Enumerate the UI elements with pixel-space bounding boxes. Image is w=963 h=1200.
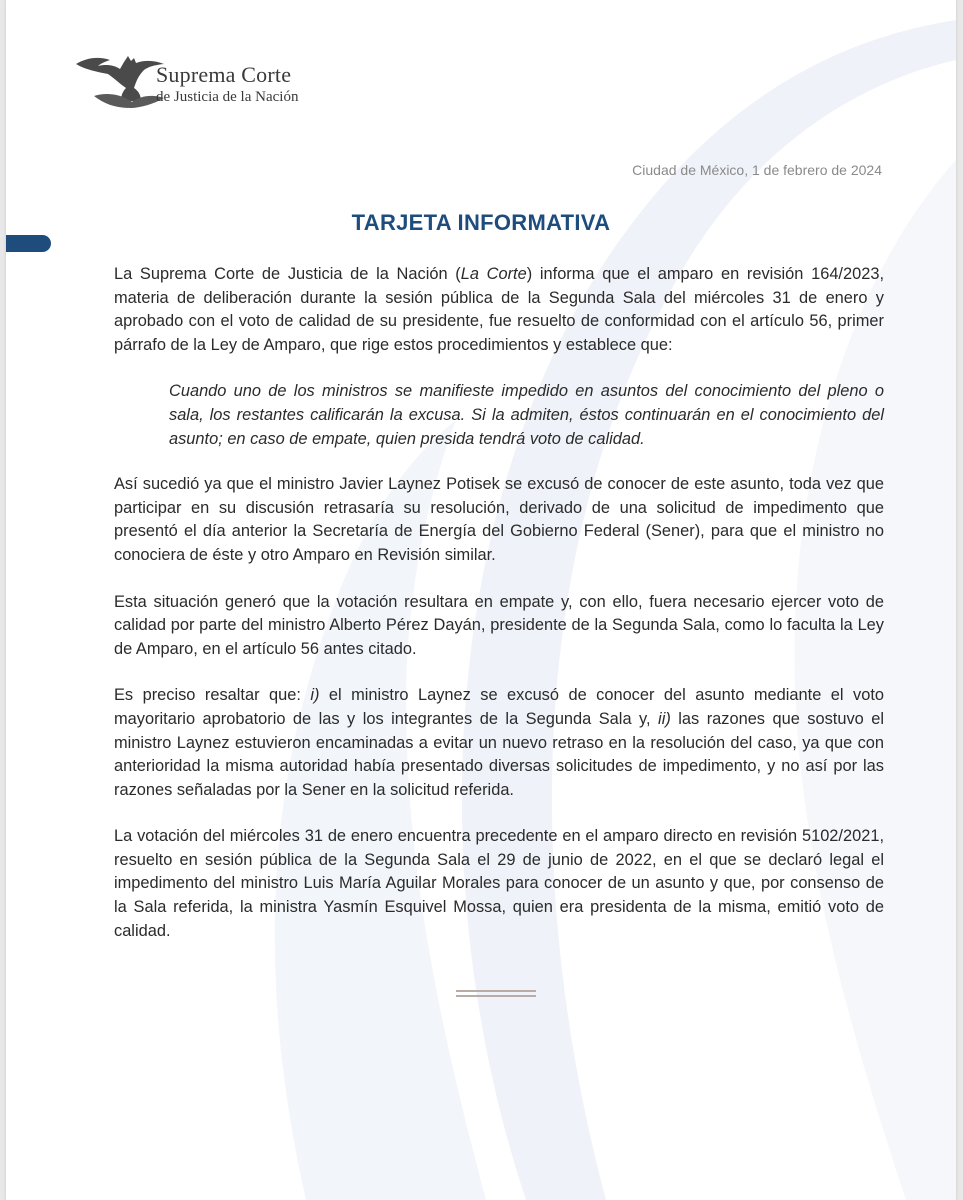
logo-subtitle: de Justicia de la Nación	[156, 89, 299, 105]
article-quote: Cuando uno de los ministros se manifieste impedido en asuntos del conocimiento del pleno o sala, los restantes calificarán la excusa. Si la admiten, éstos continuarán en el conocimiento del asunto; en caso de empate, quien presida tendrá voto de calidad.	[169, 382, 884, 448]
document-title: TARJETA INFORMATIVA	[351, 210, 611, 235]
logo-title: Suprema Corte	[156, 62, 292, 87]
document-body	[114, 263, 884, 966]
la-corte-emphasis: La Corte	[460, 265, 527, 283]
paragraph-tie-vote: Esta situación generó que la votación resultara en empate y, con ello, fuera necesario ejercer voto de calidad por parte del ministro Alberto Pérez Dayán, presidente de la Segunda Sala, como lo faculta la Ley de Amparo, en el artículo 56 antes citado.	[114, 592, 884, 658]
side-tab-marker	[6, 235, 51, 252]
paragraph-intro: La Suprema Corte de Justicia de la Nación (La Corte) informa que el amparo en revisión 164/2023, materia de deliberación durante la sesión pública de la Segunda Sala del miércoles 31 de enero y aprobado con el voto de calidad de su presidente, fue resuelto de conformidad con el artículo 56, primer párrafo de la Ley de Amparo, que rige estos procedimientos y establece que:	[114, 265, 885, 354]
document-page	[6, 0, 956, 1200]
document-date: Ciudad de México, 1 de febrero de 2024	[632, 162, 882, 178]
paragraph-precedent: La votación del miércoles 31 de enero encuentra precedente en el amparo directo en revisión 5102/2021, resuelto en sesión pública de la Segunda Sala el 29 de junio de 2022, en el que se declaró legal el impedimento del ministro Luis María Aguilar Morales para conocer de un asunto y que, por consenso de la Sala referida, la ministra Yasmín Esquivel Mossa, quien era presidenta de la misma, emitió voto de calidad.	[114, 827, 884, 940]
closing-separator	[456, 990, 536, 1000]
paragraph-excusal: Así sucedió ya que el ministro Javier Laynez Potisek se excusó de conocer de este asunto, toda vez que participar en su discusión retrasaría su resolución, derivado de una solicitud de impedimento que presentó el día anterior la Secretaría de Energía del Gobierno Federal (Sener), para que el ministro no conociera de éste y otro Amparo en Revisión similar.	[114, 475, 884, 564]
paragraph-clarification: Es preciso resaltar que: i) el ministro Laynez se excusó de conocer del asunto mediante el voto mayoritario aprobatorio de las y los integrantes de la Segunda Sala y, ii) las razones que sostuvo el ministro Laynez estuvieron encaminadas a evitar un nuevo retraso en la resolución del caso, ya que con anterioridad la misma autoridad había presentado diversas solicitudes de impedimento, y no así por las razones señaladas por la Sener en la solicitud referida.	[114, 686, 885, 799]
